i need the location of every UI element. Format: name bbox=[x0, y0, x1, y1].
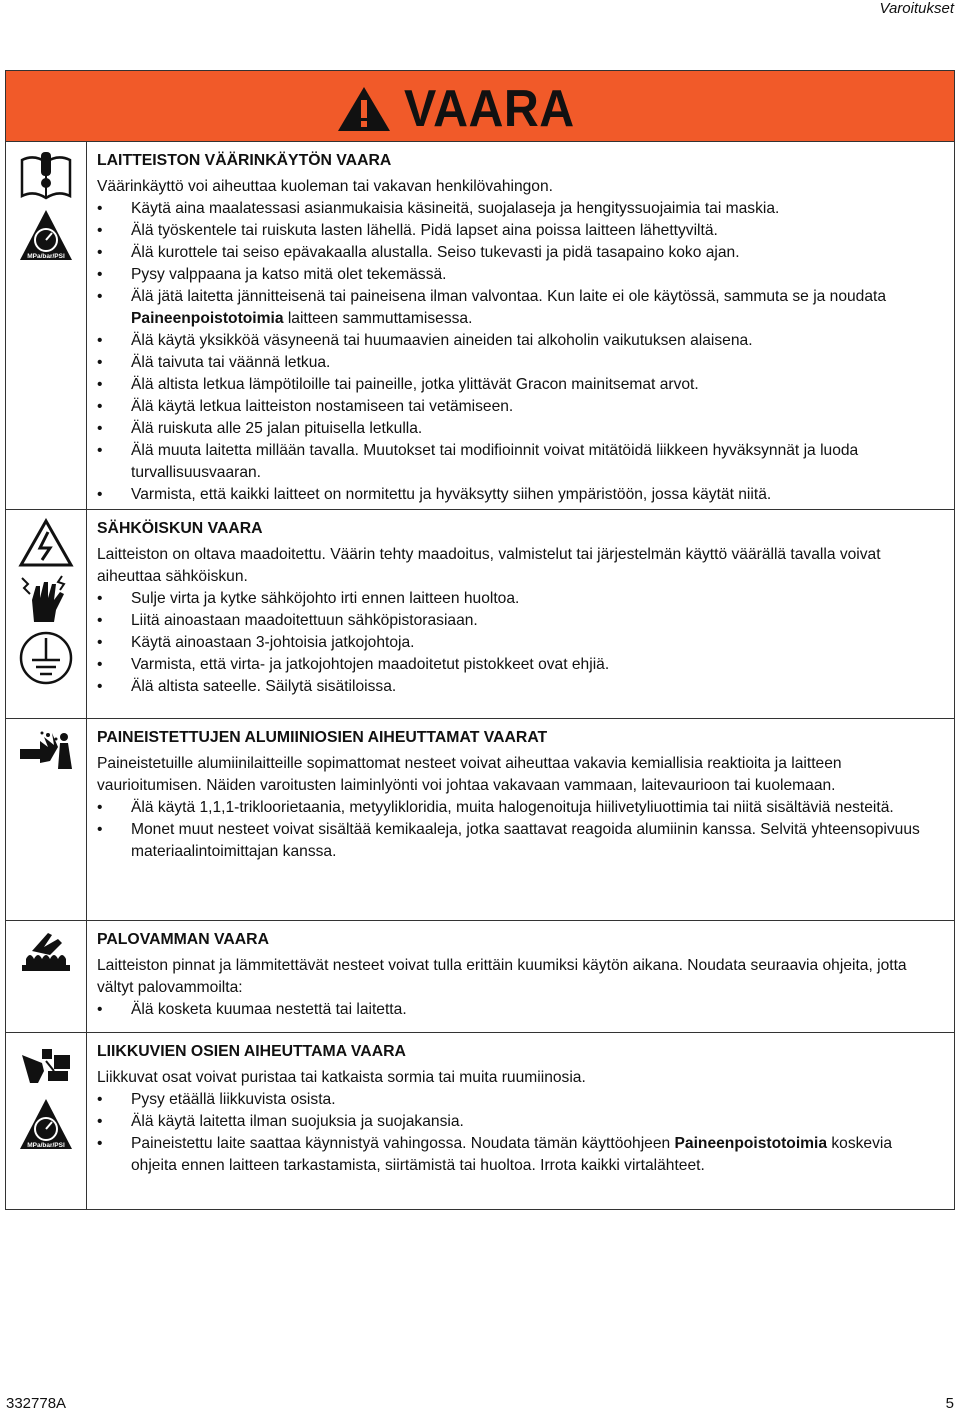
list-item: • Älä käytä letkua laitteiston nostamiseen tai vetämiseen. bbox=[97, 396, 942, 418]
warning-row-equipment-misuse bbox=[6, 141, 954, 509]
section-intro: Liikkuvat osat voivat puristaa tai katkaista sormia tai muita ruumiinosia. bbox=[97, 1069, 586, 1086]
list-item: • Varmista, että kaikki laitteet on normitettu ja hyväksytty siihen ympäristöön, jossa käytät niitä. bbox=[97, 484, 942, 506]
warning-row-electric-shock bbox=[6, 509, 954, 718]
section-title: LAITTEISTON VÄÄRINKÄYTÖN VAARA bbox=[97, 152, 392, 169]
section-title: LIIKKUVIEN OSIEN AIHEUTTAMA VAARA bbox=[97, 1043, 406, 1060]
warning-text bbox=[87, 510, 954, 718]
warning-text bbox=[87, 719, 954, 920]
icon-column bbox=[6, 921, 87, 1032]
warning-row-burn bbox=[6, 920, 954, 1032]
list-item: • Älä kurottele tai seiso epävakaalla alustalla. Seiso tukevasti ja pidä tasapaino koko ajan. bbox=[97, 242, 942, 264]
warning-text bbox=[87, 921, 954, 1032]
document-number: 332778A bbox=[6, 1395, 67, 1412]
list-item: • Käytä aina maalatessasi asianmukaisia käsineitä, suojalaseja ja hengityssuojaimia tai maskia. bbox=[97, 198, 942, 220]
bullet-list bbox=[97, 198, 942, 506]
list-item: • Pysy valppaana ja katso mitä olet tekemässä. bbox=[97, 264, 942, 286]
list-item: • Paineistettu laite saattaa käynnistyä vahingossa. Noudata tämän käyttöohjeen Paineenpoistotoimia koskevia ohjeita ennen laitteen tarkastamista, siirtämistä tai huoltoa. Irrota kaikki virtalähteet. bbox=[97, 1133, 942, 1177]
svg-text:MPa/bar/PSI: MPa/bar/PSI bbox=[27, 1142, 65, 1149]
section-title: SÄHKÖISKUN VAARA bbox=[97, 520, 263, 537]
shocked-hand-icon bbox=[18, 574, 74, 624]
danger-title: VAARA bbox=[404, 80, 575, 138]
bullet-list bbox=[97, 797, 942, 863]
section-intro: Väärinkäyttö voi aiheuttaa kuoleman tai vakavan henkilövahingon. bbox=[97, 178, 553, 195]
warning-text bbox=[87, 142, 954, 509]
section-header-label: Varoitukset bbox=[879, 0, 954, 17]
hot-surface-icon bbox=[18, 929, 74, 973]
danger-banner bbox=[5, 70, 955, 142]
list-item: • Älä jätä laitetta jännitteisenä tai paineisena ilman valvontaa. Kun laite ei ole käytössä, sammuta se ja noudata Paineenpoistotoimia laitteen sammuttamisessa. bbox=[97, 286, 942, 330]
pressure-gauge-icon bbox=[18, 1097, 74, 1153]
list-item: • Älä työskentele tai ruiskuta lasten lähellä. Pidä lapset aina poissa laitteen lähettyviltä. bbox=[97, 220, 942, 242]
section-title: PAINEISTETTUJEN ALUMIINIOSIEN AIHEUTTAMAT VAARAT bbox=[97, 729, 548, 746]
warning-text bbox=[87, 1033, 954, 1209]
electric-shock-warning-icon bbox=[18, 518, 74, 568]
ground-symbol-icon bbox=[18, 630, 74, 686]
explosion-icon bbox=[18, 727, 74, 771]
list-item: • Älä ruiskuta alle 25 jalan pituisella letkulla. bbox=[97, 418, 942, 440]
warning-row-moving-parts bbox=[6, 1032, 954, 1209]
icon-column bbox=[6, 1033, 87, 1209]
list-item: • Varmista, että virta- ja jatkojohtojen maadoitetut pistokkeet ovat ehjiä. bbox=[97, 654, 942, 676]
icon-column bbox=[6, 719, 87, 920]
list-item: • Älä altista letkua lämpötiloille tai paineille, jotka ylittävät Gracon mainitsemat arvot. bbox=[97, 374, 942, 396]
list-item: • Liitä ainoastaan maadoitettuun sähköpistorasiaan. bbox=[97, 610, 942, 632]
bullet-list bbox=[97, 999, 942, 1021]
list-item: • Älä kosketa kuumaa nestettä tai laitetta. bbox=[97, 999, 942, 1021]
warnings-table bbox=[5, 141, 955, 1210]
bullet-list bbox=[97, 588, 942, 698]
page-number: 5 bbox=[945, 1395, 954, 1412]
list-item: • Älä käytä yksikköä väsyneenä tai huumaavien aineiden tai alkoholin vaikutuksen alaisena. bbox=[97, 330, 942, 352]
list-item: • Älä altista sateelle. Säilytä sisätiloissa. bbox=[97, 676, 942, 698]
pressure-gauge-icon bbox=[18, 208, 74, 264]
bullet-list bbox=[97, 1089, 942, 1177]
list-item: • Käytä ainoastaan 3-johtoisia jatkojohtoja. bbox=[97, 632, 942, 654]
svg-text:MPa/bar/PSI: MPa/bar/PSI bbox=[27, 253, 65, 260]
section-intro: Laitteiston pinnat ja lämmitettävät nesteet voivat tulla erittäin kuumiksi käytön aikana. Noudata seuraavia ohjeita, jotta vältyt palovammoilta: bbox=[97, 957, 907, 996]
moving-parts-icon bbox=[18, 1041, 74, 1091]
warning-triangle-icon bbox=[336, 85, 392, 133]
icon-column bbox=[6, 510, 87, 718]
list-item: • Älä käytä 1,1,1-trikloorietaania, metyylikloridia, muita halogenoituja hiilivetyliuottimia tai niitä sisältäviä nesteitä. bbox=[97, 797, 942, 819]
section-intro: Laitteiston on oltava maadoitettu. Väärin tehty maadoitus, valmistelut tai järjestelmän käyttö väärällä tavalla voivat aiheuttaa sähköiskun. bbox=[97, 546, 881, 585]
list-item: • Älä käytä laitetta ilman suojuksia ja suojakansia. bbox=[97, 1111, 942, 1133]
manual-warning-icon bbox=[18, 150, 74, 202]
list-item: • Monet muut nesteet voivat sisältää kemikaaleja, jotka saattavat reagoida alumiinin kanssa. Selvitä yhteensopivuus materiaalintoimittajan kanssa. bbox=[97, 819, 942, 863]
section-title: PALOVAMMAN VAARA bbox=[97, 931, 269, 948]
list-item: • Älä taivuta tai väännä letkua. bbox=[97, 352, 942, 374]
list-item: • Pysy etäällä liikkuvista osista. bbox=[97, 1089, 942, 1111]
list-item: • Sulje virta ja kytke sähköjohto irti ennen laitteen huoltoa. bbox=[97, 588, 942, 610]
section-intro: Paineistetuille alumiinilaitteille sopimattomat nesteet voivat aiheuttaa vakavia kemiallisia reaktioita ja laitteen vaurioitumisen. Näiden varoitusten laiminlyönti voi johtaa vakavaan vammaan, laitevaurioon tai kuolemaan. bbox=[97, 755, 842, 794]
icon-column bbox=[6, 142, 87, 509]
list-item: • Älä muuta laitetta millään tavalla. Muutokset tai modifioinnit voivat mitätöidä liikkeen hyväksynnät ja luoda turvallisuusvaaran. bbox=[97, 440, 942, 484]
warning-row-pressurized-aluminum bbox=[6, 718, 954, 920]
